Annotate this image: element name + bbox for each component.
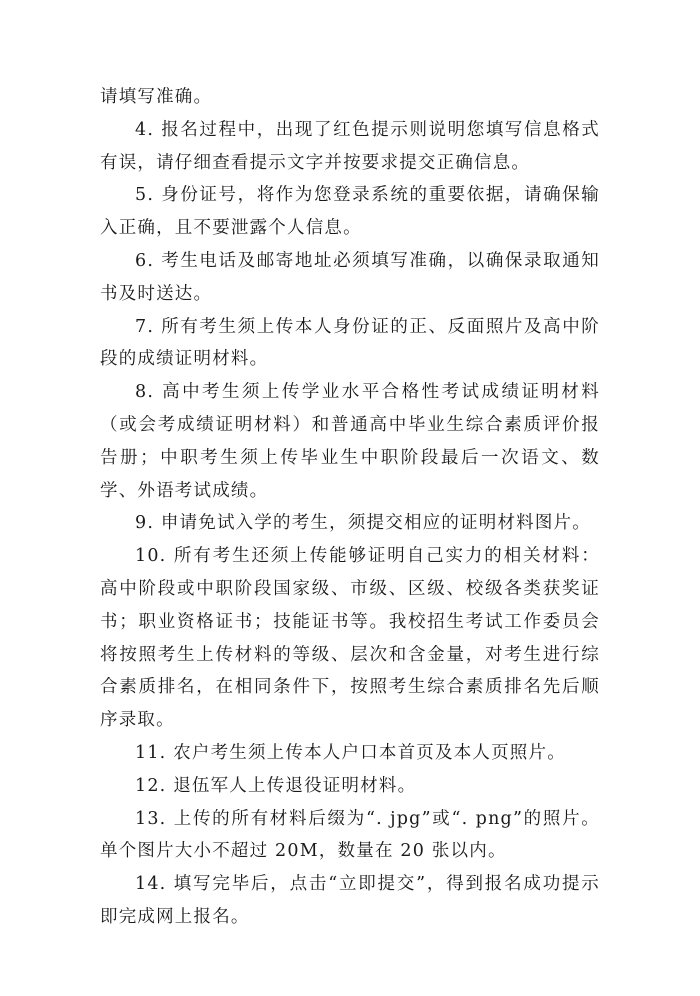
paragraph-item-5: 5. 身份证号，将作为您登录系统的重要依据，请确保输入正确，且不要泄露个人信息。 [100,185,600,239]
paragraph-item-4: 4. 报名过程中，出现了红色提示则说明您填写信息格式有误，请仔细查看提示文字并按要求提交正确信息。 [100,119,600,173]
document-body [100,81,600,934]
paragraph-item-13: 13. 上传的所有材料后缀为“. jpg”或“. png”的照片。单个图片大小不超过 20M，数量在 20 张以内。 [100,808,600,862]
paragraph-item-11: 11. 农户考生须上传本人户口本首页及本人页照片。 [135,742,566,763]
paragraph-item-7: 7. 所有考生须上传本人身份证的正、反面照片及高中阶段的成绩证明材料。 [100,316,600,370]
paragraph-item-6: 6. 考生电话及邮寄地址必须填写准确，以确保录取通知书及时送达。 [100,250,600,304]
paragraph-item-8: 8. 高中考生须上传学业水平合格性考试成绩证明材料（或会考成绩证明材料）和普通高中毕业生综合素质评价报告册；中职考生须上传毕业生中职阶段最后一次语文、数学、外语考试成绩。 [100,382,600,501]
paragraph-item-10: 10. 所有考生还须上传能够证明自己实力的相关材料：高中阶段或中职阶段国家级、市级、区级、校级各类获奖证书；职业资格证书；技能证书等。我校招生考试工作委员会将按照考生上传材料的等级、层次和含金量，对考生进行综合素质排名，在相同条件下，按照考生综合素质排名先后顺序录取。 [100,546,600,731]
paragraph-item-9: 9. 申请免试入学的考生，须提交相应的证明材料图片。 [135,513,591,534]
paragraph-continuation: 请填写准确。 [100,87,213,107]
paragraph-item-12: 12. 退伍军人上传退役证明材料。 [135,775,417,796]
paragraph-item-14: 14. 填写完毕后，点击“立即提交”，得到报名成功提示即完成网上报名。 [100,874,600,927]
